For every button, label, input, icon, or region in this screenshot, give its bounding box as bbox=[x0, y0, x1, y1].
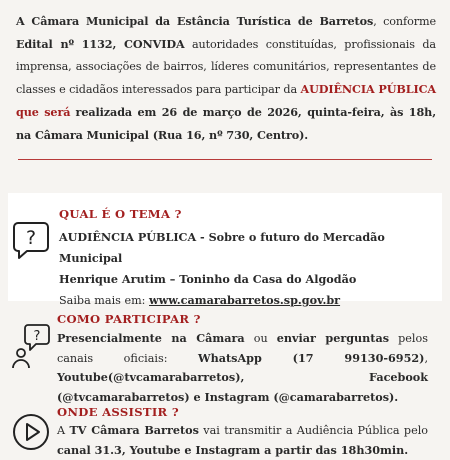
tema-line-2: Henrique Arutim – Toninho da Casa do Algodão bbox=[59, 272, 357, 286]
whatsapp-contact: WhatsApp (17 99130-6952) bbox=[198, 350, 425, 365]
youtube-contact: Youtube(@tvcamarabarretos), bbox=[57, 370, 245, 384]
edital-number: Edital nº 1132, CONVIDA bbox=[16, 37, 185, 51]
in-person-text: Presencialmente na Câmara bbox=[57, 331, 245, 345]
event-details: realizada em 26 de março de 2026, quinta-feira, às 18h, na Câmara Municipal (Rua 16, nº 730, Centro). bbox=[16, 105, 436, 142]
broadcast-channels: canal 31.3, Youtube e Instagram a partir das 18h30min. bbox=[57, 442, 409, 457]
person-question-icon bbox=[10, 322, 52, 374]
intro-paragraph bbox=[16, 10, 436, 147]
participar-text-4 bbox=[244, 371, 369, 384]
assistir-body bbox=[57, 421, 428, 460]
org-name: A Câmara Municipal da Estância Turística de Barretos bbox=[16, 14, 374, 28]
more-label: Saiba mais em: bbox=[59, 294, 150, 307]
play-circle-icon bbox=[11, 412, 51, 456]
assistir-heading: ONDE ASSISTIR ? bbox=[57, 405, 179, 419]
tema-heading: QUAL É O TEMA ? bbox=[59, 207, 182, 221]
assistir-text-2: vai transmitir a Audiência Pública pelo bbox=[198, 424, 429, 437]
event-title: AUDIÊNCIA PÚBLICA que será bbox=[16, 82, 436, 119]
website-link[interactable]: www.camarabarretos.sp.gov.br bbox=[149, 293, 341, 307]
tema-body bbox=[59, 227, 439, 311]
questions-text: enviar perguntas bbox=[276, 331, 390, 345]
question-bubble-icon bbox=[12, 220, 50, 264]
participar-text-1: ou bbox=[244, 332, 277, 345]
divider bbox=[18, 159, 432, 160]
participar-body bbox=[57, 329, 428, 407]
participar-text-2: pelos canais oficiais: bbox=[57, 332, 428, 365]
intro-text-1: , conforme bbox=[373, 15, 436, 28]
svg-text:?: ? bbox=[33, 329, 41, 344]
intro-text-2: autoridades constituídas, profissionais da imprensa, associações de bairros, líderes comunitários, representantes de classes e cidadãos interessados para participar da bbox=[16, 38, 436, 96]
tv-name: TV Câmara Barretos bbox=[69, 423, 199, 437]
svg-text:?: ? bbox=[25, 227, 37, 249]
facebook-instagram-contact: Facebook (@tvcamarabarretos) e Instagram (@camarabarretos). bbox=[57, 370, 428, 404]
participar-heading: COMO PARTICIPAR ? bbox=[57, 312, 201, 326]
participar-text-3: , bbox=[424, 351, 428, 365]
tema-line-1: AUDIÊNCIA PÚBLICA - Sobre o futuro do Mercadão Municipal bbox=[59, 230, 385, 265]
assistir-text-1: A bbox=[57, 424, 70, 437]
